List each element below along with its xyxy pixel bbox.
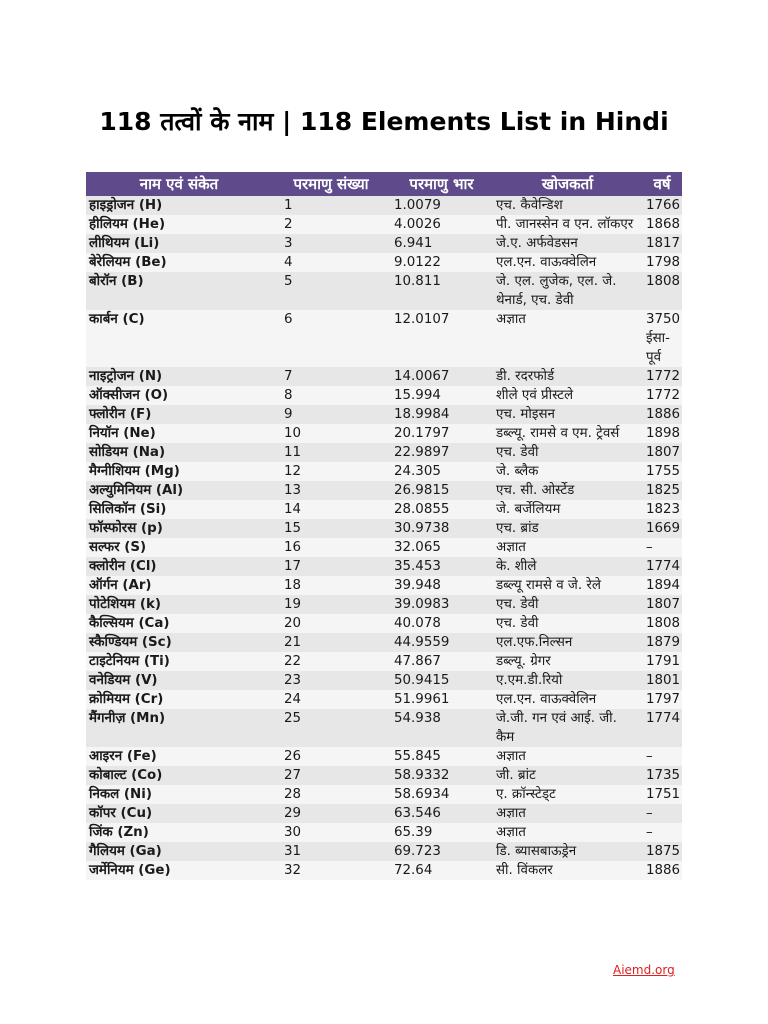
element-name-cell: जर्मेनियम (Ge) (86, 861, 272, 880)
discovery-year-cell: 1772 (642, 367, 682, 386)
table-row (86, 823, 682, 842)
element-name-cell: क्लोरीन (Cl) (86, 557, 272, 576)
discoverer-cell: एच. डेवी (493, 595, 642, 614)
discovery-year-cell: 1875 (642, 842, 682, 861)
table-row (86, 652, 682, 671)
atomic-number-cell: 11 (272, 443, 390, 462)
atomic-weight-cell: 50.9415 (390, 671, 493, 690)
atomic-weight-cell: 1.0079 (390, 196, 493, 215)
table-row (86, 500, 682, 519)
discoverer-cell: एल.एन. वाऊक्वेलिन (493, 690, 642, 709)
column-header-name: नाम एवं संकेत (86, 172, 272, 196)
atomic-weight-cell: 55.845 (390, 747, 493, 766)
discovery-year-cell: 1755 (642, 462, 682, 481)
discovery-year-cell: 1886 (642, 861, 682, 880)
element-name-cell: फ्लोरीन (F) (86, 405, 272, 424)
discoverer-cell: जे. ब्लैक (493, 462, 642, 481)
atomic-weight-cell: 12.0107 (390, 310, 493, 367)
table-row (86, 405, 682, 424)
element-name-cell: गैलियम (Ga) (86, 842, 272, 861)
discovery-year-cell: 1807 (642, 443, 682, 462)
table-row (86, 310, 682, 367)
discovery-year-cell: 1894 (642, 576, 682, 595)
table-row (86, 861, 682, 880)
table-row (86, 462, 682, 481)
element-name-cell: सल्फर (S) (86, 538, 272, 557)
element-name-cell: कार्बन (C) (86, 310, 272, 367)
element-name-cell: लीथियम (Li) (86, 234, 272, 253)
element-name-cell: ऑर्गन (Ar) (86, 576, 272, 595)
atomic-number-cell: 9 (272, 405, 390, 424)
discovery-year-cell: 1751 (642, 785, 682, 804)
table-row (86, 785, 682, 804)
discovery-year-cell: – (642, 747, 682, 766)
atomic-weight-cell: 32.065 (390, 538, 493, 557)
discovery-year-cell: 3750 ईसा-पूर्व (642, 310, 682, 367)
discoverer-cell: ए. क्रॉन्स्टेड्ट (493, 785, 642, 804)
discovery-year-cell: 1669 (642, 519, 682, 538)
atomic-number-cell: 21 (272, 633, 390, 652)
element-name-cell: कैल्सियम (Ca) (86, 614, 272, 633)
discoverer-cell: जे. एल. लुजेक, एल. जे. थेनार्ड, एच. डेवी (493, 272, 642, 310)
atomic-number-cell: 14 (272, 500, 390, 519)
atomic-weight-cell: 22.9897 (390, 443, 493, 462)
atomic-weight-cell: 58.6934 (390, 785, 493, 804)
elements-table (86, 172, 682, 880)
discoverer-cell: जे.ए. अर्फवेडसन (493, 234, 642, 253)
footer-source-link[interactable]: Aiemd.org (613, 963, 675, 977)
table-row (86, 253, 682, 272)
table-row (86, 215, 682, 234)
atomic-number-cell: 17 (272, 557, 390, 576)
atomic-weight-cell: 39.0983 (390, 595, 493, 614)
discoverer-cell: डब्ल्यू. रामसे व एम. ट्रेवर्स (493, 424, 642, 443)
column-header-atomic-weight: परमाणु भार (390, 172, 493, 196)
atomic-weight-cell: 58.9332 (390, 766, 493, 785)
discovery-year-cell: 1808 (642, 272, 682, 310)
atomic-weight-cell: 40.078 (390, 614, 493, 633)
discoverer-cell: जे.जी. गन एवं आई. जी. कैम (493, 709, 642, 747)
element-name-cell: मैग्नीशियम (Mg) (86, 462, 272, 481)
discoverer-cell: डब्ल्यू रामसे व जे. रेले (493, 576, 642, 595)
element-name-cell: नियॉन (Ne) (86, 424, 272, 443)
atomic-number-cell: 4 (272, 253, 390, 272)
discoverer-cell: एच. कैवेन्डिश (493, 196, 642, 215)
discoverer-cell: ए.एम.डी.रियो (493, 671, 642, 690)
atomic-number-cell: 25 (272, 709, 390, 747)
discovery-year-cell: 1774 (642, 709, 682, 747)
atomic-number-cell: 19 (272, 595, 390, 614)
table-row (86, 196, 682, 215)
atomic-weight-cell: 9.0122 (390, 253, 493, 272)
discovery-year-cell: 1791 (642, 652, 682, 671)
atomic-weight-cell: 65.39 (390, 823, 493, 842)
atomic-number-cell: 29 (272, 804, 390, 823)
table-row (86, 367, 682, 386)
atomic-weight-cell: 47.867 (390, 652, 493, 671)
column-header-atomic-number: परमाणु संख्या (272, 172, 390, 196)
table-row (86, 386, 682, 405)
discoverer-cell: पी. जानस्सेन व एन. लॉकएर (493, 215, 642, 234)
element-name-cell: ऑक्सीजन (O) (86, 386, 272, 405)
table-row (86, 424, 682, 443)
atomic-number-cell: 30 (272, 823, 390, 842)
discoverer-cell: एच. मोइसन (493, 405, 642, 424)
element-name-cell: कोबाल्ट (Co) (86, 766, 272, 785)
discoverer-cell: अज्ञात (493, 823, 642, 842)
element-name-cell: मैंगनीज़ (Mn) (86, 709, 272, 747)
atomic-number-cell: 23 (272, 671, 390, 690)
discovery-year-cell: 1798 (642, 253, 682, 272)
atomic-weight-cell: 20.1797 (390, 424, 493, 443)
atomic-number-cell: 10 (272, 424, 390, 443)
table-row (86, 272, 682, 310)
atomic-weight-cell: 30.9738 (390, 519, 493, 538)
header-row (86, 172, 682, 196)
discoverer-cell: अज्ञात (493, 310, 642, 367)
atomic-weight-cell: 51.9961 (390, 690, 493, 709)
atomic-number-cell: 27 (272, 766, 390, 785)
discoverer-cell: अज्ञात (493, 538, 642, 557)
atomic-weight-cell: 14.0067 (390, 367, 493, 386)
discoverer-cell: अज्ञात (493, 747, 642, 766)
discovery-year-cell: 1766 (642, 196, 682, 215)
discovery-year-cell: 1801 (642, 671, 682, 690)
element-name-cell: सोडियम (Na) (86, 443, 272, 462)
element-name-cell: हाइड्रोजन (H) (86, 196, 272, 215)
discovery-year-cell: – (642, 823, 682, 842)
atomic-weight-cell: 72.64 (390, 861, 493, 880)
table-header (86, 172, 682, 196)
atomic-number-cell: 22 (272, 652, 390, 671)
discovery-year-cell: – (642, 538, 682, 557)
element-name-cell: पोटेशियम (k) (86, 595, 272, 614)
atomic-weight-cell: 6.941 (390, 234, 493, 253)
table-row (86, 766, 682, 785)
element-name-cell: वनेडियम (V) (86, 671, 272, 690)
table-row (86, 671, 682, 690)
atomic-number-cell: 20 (272, 614, 390, 633)
table-row (86, 709, 682, 747)
discoverer-cell: डि. ब्यासबाऊड्रेन (493, 842, 642, 861)
element-name-cell: बेरेलियम (Be) (86, 253, 272, 272)
table-row (86, 576, 682, 595)
table-row (86, 481, 682, 500)
table-row (86, 633, 682, 652)
atomic-number-cell: 24 (272, 690, 390, 709)
atomic-number-cell: 2 (272, 215, 390, 234)
table-row (86, 595, 682, 614)
discovery-year-cell: 1879 (642, 633, 682, 652)
discovery-year-cell: 1825 (642, 481, 682, 500)
element-name-cell: आइरन (Fe) (86, 747, 272, 766)
discoverer-cell: जे. बर्जेलियम (493, 500, 642, 519)
table-row (86, 443, 682, 462)
atomic-number-cell: 31 (272, 842, 390, 861)
atomic-weight-cell: 18.9984 (390, 405, 493, 424)
atomic-weight-cell: 35.453 (390, 557, 493, 576)
atomic-weight-cell: 10.811 (390, 272, 493, 310)
atomic-weight-cell: 69.723 (390, 842, 493, 861)
element-name-cell: नाइट्रोजन (N) (86, 367, 272, 386)
table-row (86, 519, 682, 538)
atomic-number-cell: 3 (272, 234, 390, 253)
atomic-number-cell: 28 (272, 785, 390, 804)
discovery-year-cell: 1772 (642, 386, 682, 405)
atomic-weight-cell: 15.994 (390, 386, 493, 405)
table-row (86, 538, 682, 557)
discoverer-cell: अज्ञात (493, 804, 642, 823)
discoverer-cell: शीले एवं प्रीस्टले (493, 386, 642, 405)
element-name-cell: फॉस्फोरस (p) (86, 519, 272, 538)
discoverer-cell: के. शीले (493, 557, 642, 576)
discoverer-cell: एच. डेवी (493, 443, 642, 462)
column-header-year: वर्ष (642, 172, 682, 196)
element-name-cell: जिंक (Zn) (86, 823, 272, 842)
element-name-cell: स्कैण्डियम (Sc) (86, 633, 272, 652)
atomic-number-cell: 32 (272, 861, 390, 880)
table-row (86, 690, 682, 709)
discovery-year-cell: 1898 (642, 424, 682, 443)
discoverer-cell: एल.एन. वाऊक्वेलिन (493, 253, 642, 272)
atomic-number-cell: 7 (272, 367, 390, 386)
discovery-year-cell: – (642, 804, 682, 823)
discoverer-cell: एच. डेवी (493, 614, 642, 633)
discoverer-cell: डब्ल्यू. ग्रेगर (493, 652, 642, 671)
atomic-weight-cell: 24.305 (390, 462, 493, 481)
element-name-cell: सिलिकॉन (Si) (86, 500, 272, 519)
table-row (86, 614, 682, 633)
atomic-weight-cell: 4.0026 (390, 215, 493, 234)
discoverer-cell: जी. ब्रांट (493, 766, 642, 785)
discovery-year-cell: 1735 (642, 766, 682, 785)
element-name-cell: बोरॉन (B) (86, 272, 272, 310)
discovery-year-cell: 1774 (642, 557, 682, 576)
table-row (86, 234, 682, 253)
atomic-weight-cell: 28.0855 (390, 500, 493, 519)
table-row (86, 842, 682, 861)
discoverer-cell: एच. सी. ओर्स्टेड (493, 481, 642, 500)
atomic-number-cell: 1 (272, 196, 390, 215)
table-row (86, 557, 682, 576)
atomic-weight-cell: 39.948 (390, 576, 493, 595)
atomic-number-cell: 16 (272, 538, 390, 557)
atomic-number-cell: 18 (272, 576, 390, 595)
element-name-cell: अल्युमिनियम (Al) (86, 481, 272, 500)
discovery-year-cell: 1808 (642, 614, 682, 633)
atomic-weight-cell: 26.9815 (390, 481, 493, 500)
discovery-year-cell: 1886 (642, 405, 682, 424)
page-title: 118 तत्वों के नाम | 118 Elements List in Hindi (99, 107, 669, 136)
element-name-cell: हीलियम (He) (86, 215, 272, 234)
atomic-weight-cell: 54.938 (390, 709, 493, 747)
discovery-year-cell: 1868 (642, 215, 682, 234)
element-name-cell: क्रोमियम (Cr) (86, 690, 272, 709)
discovery-year-cell: 1817 (642, 234, 682, 253)
discovery-year-cell: 1823 (642, 500, 682, 519)
discoverer-cell: एल.एफ.निल्सन (493, 633, 642, 652)
atomic-number-cell: 8 (272, 386, 390, 405)
column-header-discoverer: खोजकर्ता (493, 172, 642, 196)
discovery-year-cell: 1807 (642, 595, 682, 614)
atomic-number-cell: 12 (272, 462, 390, 481)
element-name-cell: कॉपर (Cu) (86, 804, 272, 823)
discovery-year-cell: 1797 (642, 690, 682, 709)
element-name-cell: टाइटेनियम (Ti) (86, 652, 272, 671)
atomic-number-cell: 15 (272, 519, 390, 538)
atomic-number-cell: 26 (272, 747, 390, 766)
atomic-number-cell: 6 (272, 310, 390, 367)
atomic-weight-cell: 44.9559 (390, 633, 493, 652)
atomic-number-cell: 13 (272, 481, 390, 500)
element-name-cell: निकल (Ni) (86, 785, 272, 804)
discoverer-cell: सी. विंकलर (493, 861, 642, 880)
discoverer-cell: डी. रदरफोर्ड (493, 367, 642, 386)
table-row (86, 747, 682, 766)
atomic-weight-cell: 63.546 (390, 804, 493, 823)
atomic-number-cell: 5 (272, 272, 390, 310)
table-body (86, 196, 682, 880)
table-row (86, 804, 682, 823)
discoverer-cell: एच. ब्रांड (493, 519, 642, 538)
